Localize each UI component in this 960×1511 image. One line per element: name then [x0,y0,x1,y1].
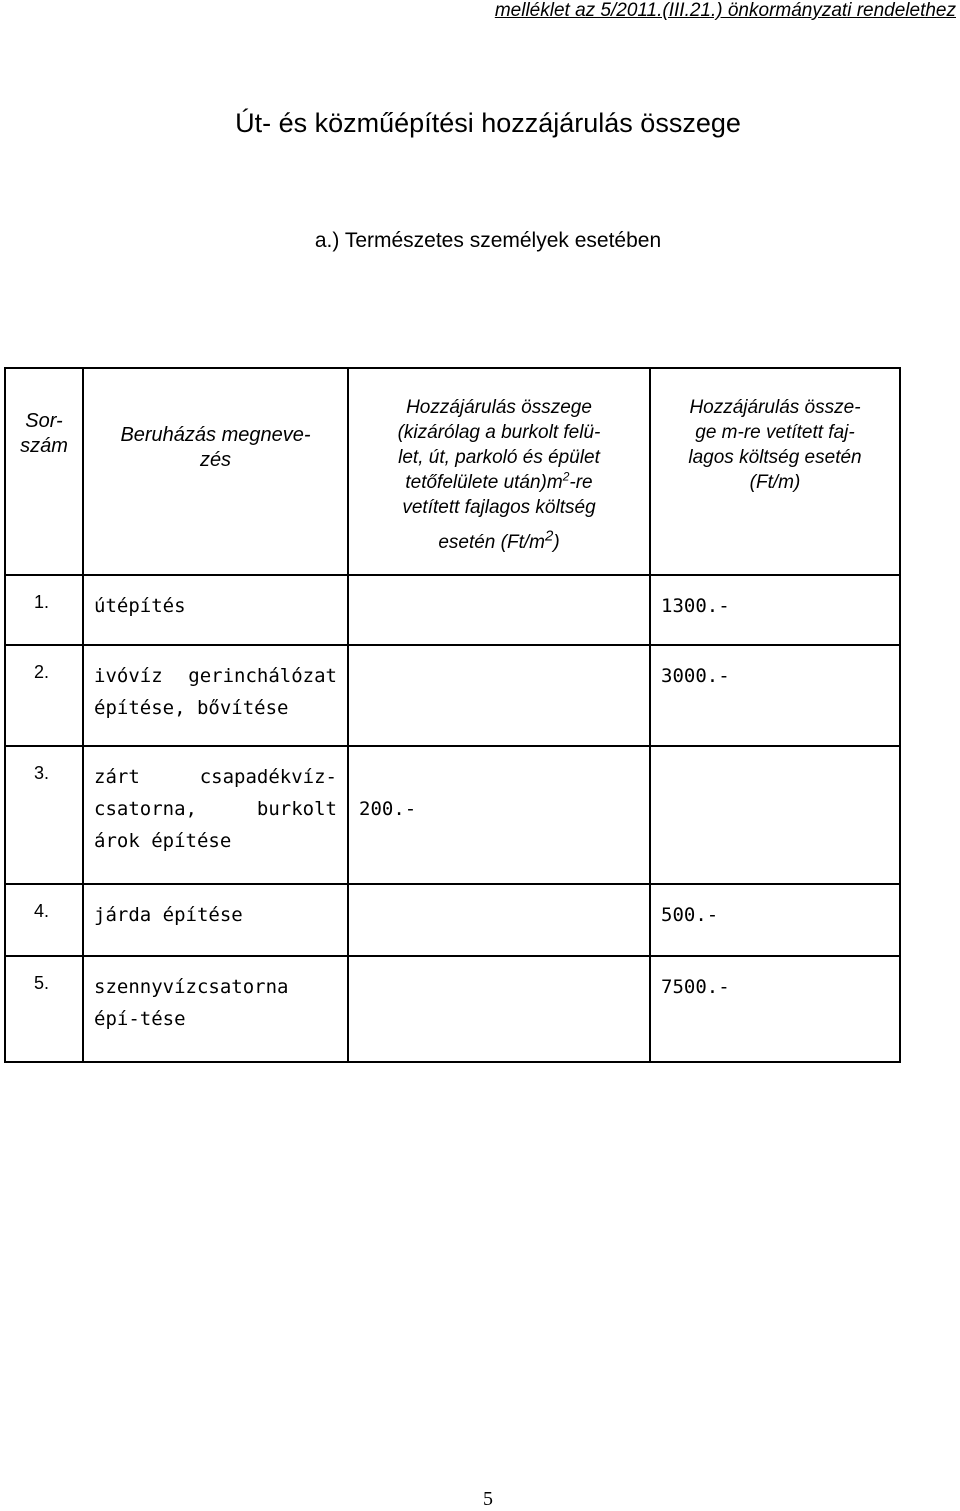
header-per-m-line2: ge m-re vetített faj- [695,422,855,443]
row-name: járda építése [83,884,348,956]
header-per-m2-line5: vetített fajlagos költség [402,497,596,518]
header-per-m [650,368,900,575]
table-row [5,575,900,645]
row-value-per-m2 [348,884,650,956]
row-name: zárt csapadékvíz-csatorna, burkolt árok építése [83,746,348,884]
row-name: ivóvíz gerinchálózat építése, bővítése [83,645,348,746]
header-per-m-line1: Hozzájárulás össze- [689,397,861,418]
row-value-per-m: 3000.- [650,645,900,746]
row-value-per-m: 7500.- [650,956,900,1062]
row-number: 3. [5,746,83,884]
table-row [5,645,900,746]
row-value-per-m: 1300.- [650,575,900,645]
document-title: Út- és közműépítési hozzájárulás összege [235,108,741,138]
row-number: 1. [5,575,83,645]
header-per-m2-line6-suffix: ) [553,532,560,553]
header-megnevezes [83,368,348,575]
page-number: 5 [483,1488,493,1510]
header-per-m2-line6: esetén (Ft/m [438,532,545,553]
header-sorszam [5,368,83,575]
table-row [5,956,900,1062]
table-row [5,746,900,884]
row-value-per-m [650,746,900,884]
row-value-per-m2 [348,575,650,645]
header-per-m2-line6-sup: 2 [544,527,554,545]
row-number: 2. [5,645,83,746]
table-header-row [5,368,900,575]
row-number: 4. [5,884,83,956]
header-megnevezes-line1: Beruházás megneve- [120,424,311,446]
row-value-per-m: 500.- [650,884,900,956]
header-per-m2-line1: Hozzájárulás összege [406,397,592,418]
header-per-m2-line4: tetőfelülete után)m [405,472,563,493]
regulation-reference: melléklet az 5/2011.(III.21.) önkormányzati rendelethez [494,0,956,21]
header-per-m2-line4-sup: 2 [562,469,570,484]
row-name: szennyvízcsatorna épí-tése [83,956,348,1062]
row-name: útépítés [83,575,348,645]
header-sorszam-line2: szám [20,435,68,457]
header-per-m2-line3: let, út, parkoló és épület [398,447,600,468]
header-per-m2 [348,368,650,575]
section-title: a.) Természetes személyek esetében [314,229,662,252]
header-per-m-line3: lagos költség esetén [688,447,862,468]
header-megnevezes-line2: zés [199,449,232,471]
row-value-per-m2 [348,645,650,746]
contribution-table [4,367,901,1063]
header-per-m2-line2: (kizárólag a burkolt felü- [397,422,601,443]
row-number: 5. [5,956,83,1062]
header-per-m-line4: (Ft/m) [749,472,801,493]
row-value-per-m2 [348,956,650,1062]
header-sorszam-line1: Sor- [25,410,63,432]
row-value-per-m2: 200.- [348,746,650,884]
table-row [5,884,900,956]
header-per-m2-line4-suffix: -re [569,472,593,493]
